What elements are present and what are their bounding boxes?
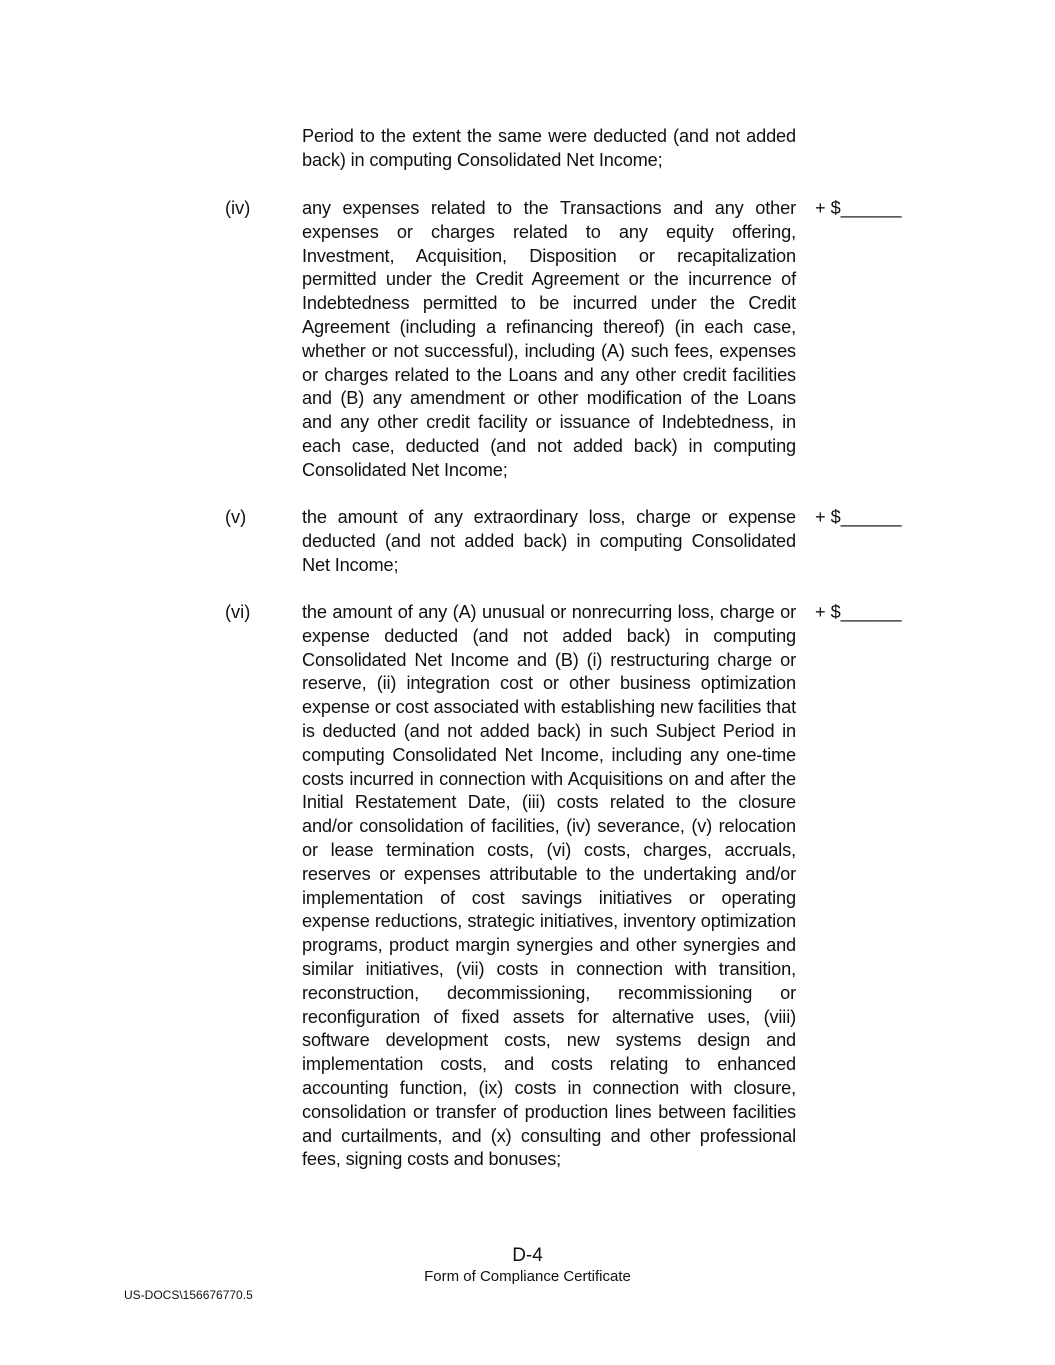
item-amount-v: + $______ [815,507,902,527]
item-number-vi: (vi) [225,602,251,622]
item-number-iv: (iv) [225,198,251,218]
footer-title: Form of Compliance Certificate [424,1268,631,1285]
continuation-paragraph: Period to the extent the same were deducted (and not added back) in computing Consolidated Net Income; [302,126,796,170]
item-text-v: the amount of any extraordinary loss, charge or expense deducted (and not added back) in computing Consolidated Net Income; [302,507,796,575]
item-number-v: (v) [225,507,247,527]
item-text-iv: any expenses related to the Transactions and any other expenses or charges related to any equity offering, Investment, Acquisition, Disposition or recapitalization permitted under the Credit Agreement or the incurrence of Indebtedness permitted to be incurred under the Credit Agreement (including a refinancing thereof) (in each case, whether or not successful), including (A) such fees, expenses or charges related to the Loans and any other credit facilities and (B) any amendment or other modification of the Loans and any other credit facility or issuance of Indebtedness, in each case, deducted (and not added back) in computing Consolidated Net Income; [302,198,796,480]
document-id: US-DOCS\156676770.5 [124,1288,253,1302]
footer-page-number: D-4 [512,1245,543,1266]
item-amount-vi: + $______ [815,602,902,622]
item-text-vi: the amount of any (A) unusual or nonrecurring loss, charge or expense deducted (and not added back) in computing Consolidated Net Income and (B) (i) restructuring charge or reserve, (ii) integration cost or other business optimization expense or cost associated with establishing new facilities that is deducted (and not added back) in such Subject Period in computing Consolidated Net Income, including any one-time costs incurred in connection with Acquisitions on and after the Initial Restatement Date, (iii) costs related to the closure and/or consolidation of facilities, (iv) severance, (v) relocation or lease termination costs, (vi) costs, charges, accruals, reserves or expenses attributable to the undertaking and/or implementation of cost savings initiatives or operating expense reductions, strategic initiatives, inventory optimization programs, product margin synergies and other synergies and similar initiatives, (vii) costs in connection with transition, reconstruction, decommissioning, recommissioning or reconfiguration of fixed assets for alternative uses, (viii) software development costs, new systems design and implementation costs, and costs relating to enhanced accounting function, (ix) costs in connection with closure, consolidation or transfer of production lines between facilities and curtailments, and (x) consulting and other professional fees, signing costs and bonuses; [302,602,796,1170]
item-amount-iv: + $______ [815,198,902,218]
